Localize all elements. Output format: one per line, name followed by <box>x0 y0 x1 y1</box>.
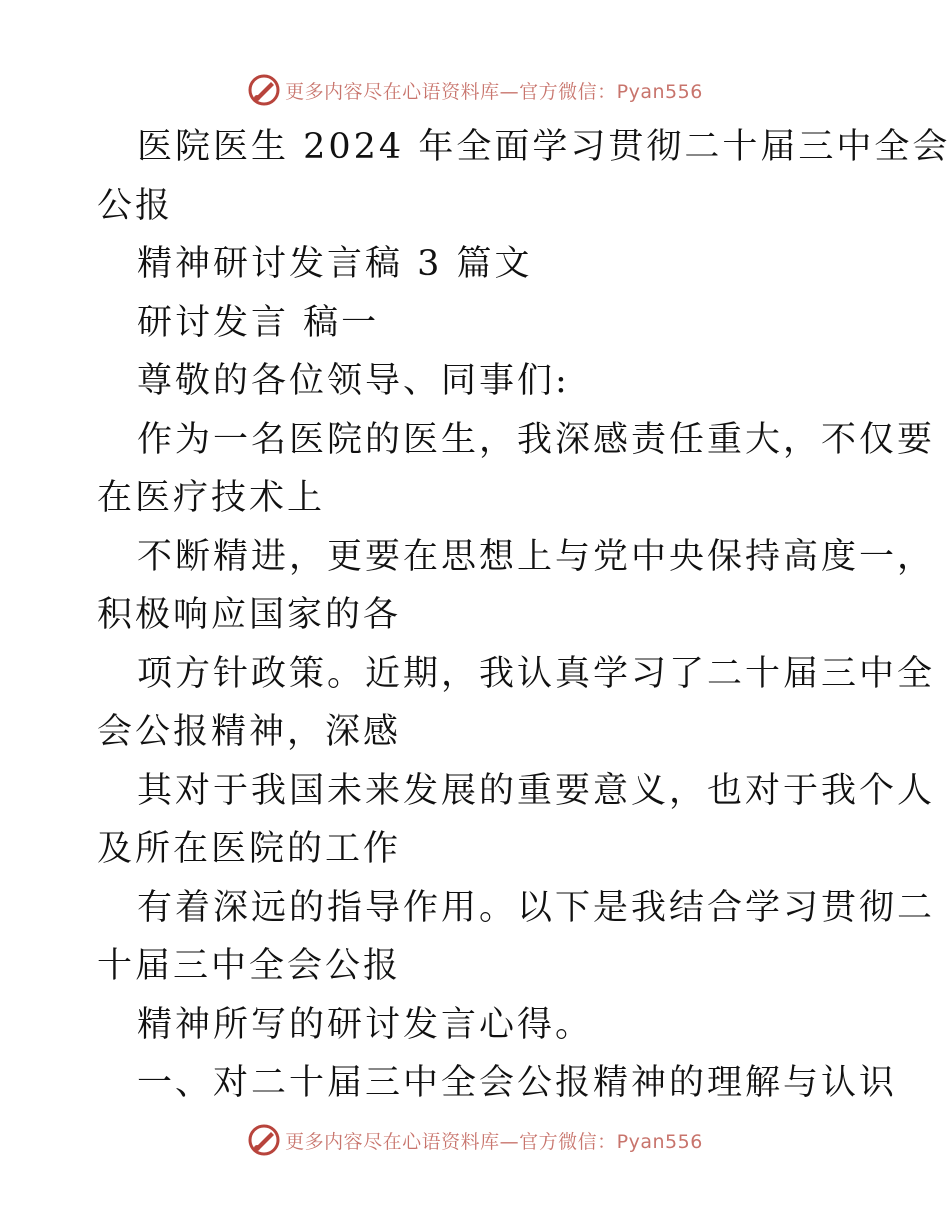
footer-watermark-banner <box>0 1120 950 1160</box>
paragraph-line: 作为一名医院的医生，我深感责任重大，不仅要 <box>137 419 936 460</box>
paragraph-line: 积极响应国家的各 <box>97 595 402 635</box>
brush-logo-icon <box>247 1123 281 1157</box>
header-watermark-banner <box>0 70 950 110</box>
title-line-2: 公报 <box>97 185 174 226</box>
paragraph-line: 在医疗技术上 <box>97 478 326 518</box>
paragraph-line: 项方针政策。近期，我认真学习了二十届三中全 <box>137 653 936 694</box>
paragraph-line: 有着深远的指导作用。以下是我结合学习贯彻二 <box>137 887 936 928</box>
header-watermark-text: 更多内容尽在心语资料库—官方微信：Pyan556 <box>285 80 703 103</box>
salutation: 尊敬的各位领导、同事们: <box>137 361 570 401</box>
footer-watermark-text: 更多内容尽在心语资料库—官方微信：Pyan556 <box>285 1130 703 1153</box>
paragraph-line: 十届三中全会公报 <box>97 946 402 986</box>
subsection-heading: 一、对二十届三中全会公报精神的理解与认识 <box>137 1063 898 1103</box>
brush-logo-icon <box>247 73 281 107</box>
title-line-1: 医院医生 2024 年全面学习贯彻二十届三中全会 <box>137 127 950 167</box>
paragraph-line: 不断精进，更要在思想上与党中央保持高度一， <box>137 536 936 577</box>
section-heading: 研讨发言 稿一 <box>137 302 380 343</box>
paragraph-line: 及所在医院的工作 <box>97 829 402 869</box>
paragraph-line: 会公报精神，深感 <box>97 712 402 752</box>
paragraph-line: 其对于我国未来发展的重要意义，也对于我个人 <box>137 770 936 811</box>
paragraph-line: 精神所写的研讨发言心得。 <box>137 1004 594 1045</box>
document-body <box>97 118 950 1113</box>
title-line-3: 精神研讨发言稿 3 篇文 <box>137 244 533 284</box>
